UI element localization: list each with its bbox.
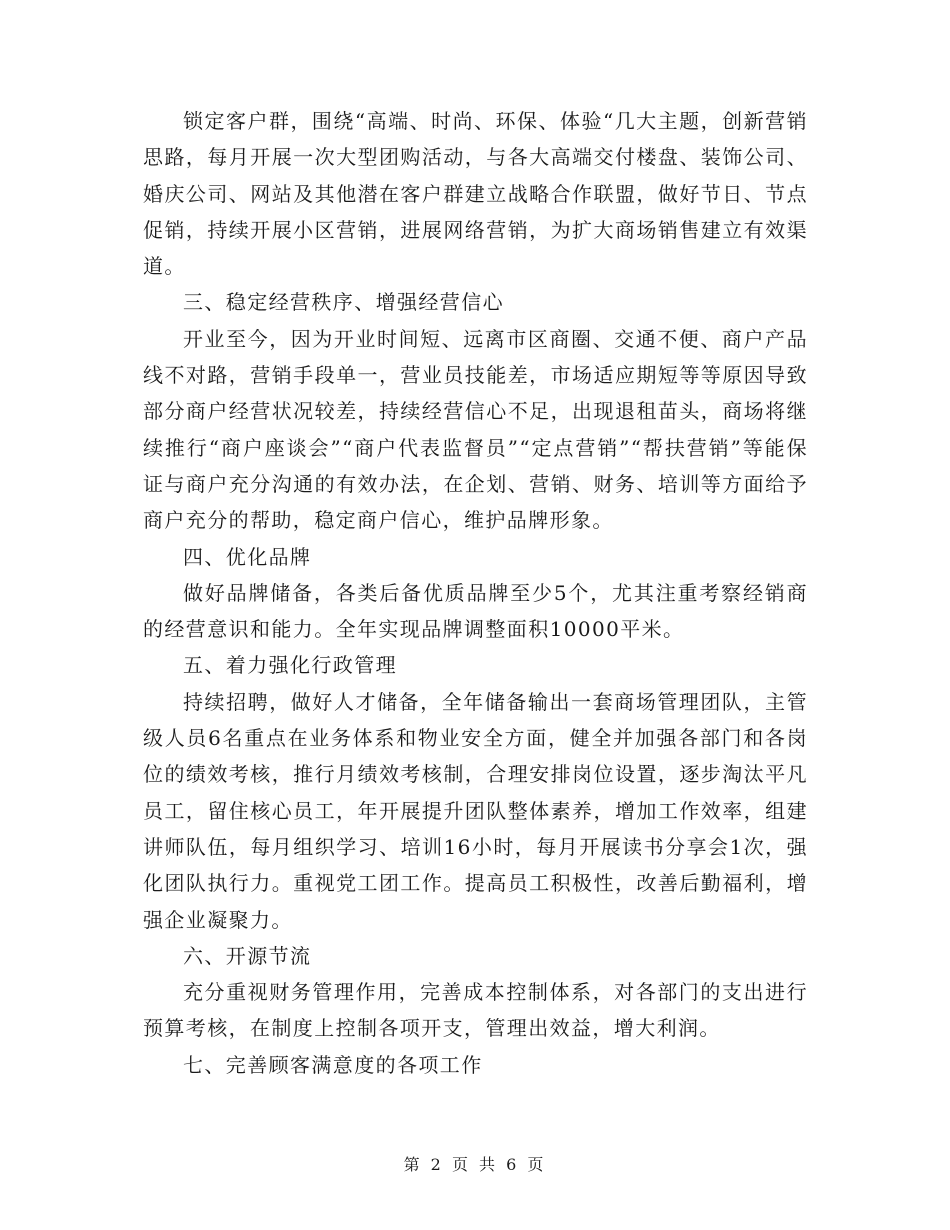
section-heading-3: 三、稳定经营秩序、增强经营信心 [183,290,504,315]
paragraph-brand-reserve: 做好品牌储备，各类后备优质品牌至少5个，尤其注重考察经销商的经营意识和能力。全年实现品牌调整面积10000平米。 [143,580,808,642]
paragraph-admin-management: 持续招聘，做好人才储备，全年储备输出一套商场管理团队，主管级人员6名重点在业务体系和物业安全方面，健全并加强各部门和各岗位的绩效考核，推行月绩效考核制，合理安排岗位设置，逐步淘汰平凡员工，留住核心员工，年开展提升团队整体素养，增加工作效率，组建讲师队伍，每月组织学习、培训16小时，每月开展读书分享会1次，强化团队执行力。重视党工团工作。提高员工积极性，改善后勤福利，增强企业凝聚力。 [143,689,808,932]
document-body [143,103,808,1083]
paragraph-marketing: 锁定客户群，围绕“高端、时尚、环保、体验“几大主题，创新营销思路，每月开展一次大型团购活动，与各大高端交付楼盘、装饰公司、婚庆公司、网站及其他潜在客户群建立战略合作联盟，做好节日、节点促销，持续开展小区营销，进展网络营销，为扩大商场销售建立有效渠道。 [143,109,808,279]
paragraph-merchant-confidence: 开业至今，因为开业时间短、远离市区商圈、交通不便、商户产品线不对路，营销手段单一，营业员技能差，市场适应期短等等原因导致部分商户经营状况较差，持续经营信心不足，出现退租苗头，商场将继续推行“商户座谈会”“商户代表监督员”“定点营销”“帮扶营销”等能保证与商户充分沟通的有效办法，在企划、营销、财务、培训等方面给予商户充分的帮助，稳定商户信心，维护品牌形象。 [143,326,808,533]
section-heading-5: 五、着力强化行政管理 [183,653,397,678]
section-heading-4: 四、优化品牌 [183,544,312,569]
page-number-footer: 第 2 页 共 6 页 [403,1155,547,1174]
paragraph-cost-control: 充分重视财务管理作用，完善成本控制体系，对各部门的支出进行预算考核，在制度上控制各项开支，管理出效益，增大利润。 [143,980,808,1041]
section-heading-7: 七、完善顾客满意度的各项工作 [183,1052,483,1077]
section-heading-6: 六、开源节流 [183,943,312,968]
